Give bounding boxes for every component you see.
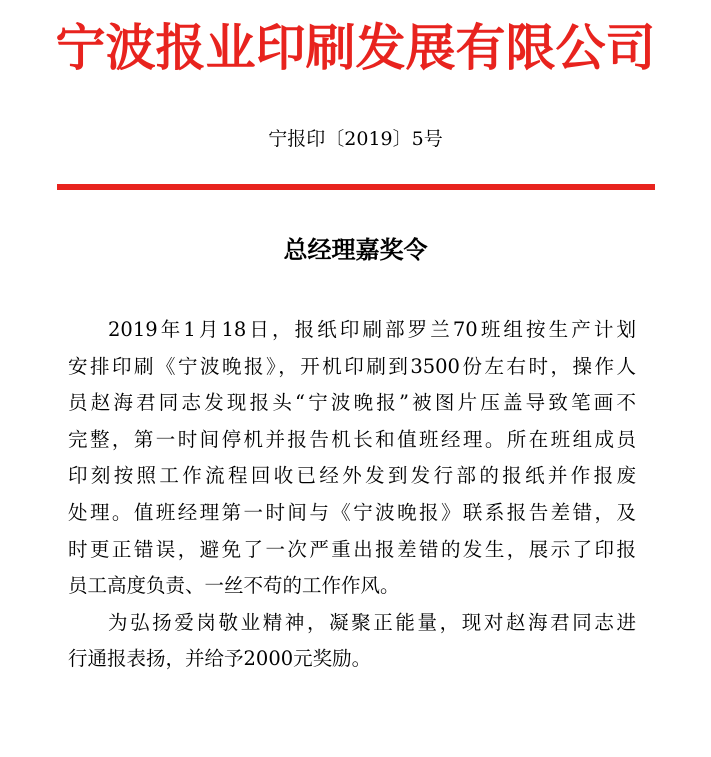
paragraph-line: 员赵海君同志发现报头“宁波晚报”被图片压盖导致笔画不 bbox=[68, 391, 636, 415]
company-name-header: 宁波报业印刷发展有限公司 bbox=[55, 18, 656, 77]
document-title: 总经理嘉奖令 bbox=[283, 235, 428, 264]
paragraph-line: 行通报表扬，并给予2000元奖励。 bbox=[68, 647, 372, 671]
paragraph-line: 安排印刷《宁波晚报》，开机印刷到3500份左右时，操作人 bbox=[68, 354, 636, 378]
paragraph-line: 完整，第一时间停机并报告机长和值班经理。所在班组成员 bbox=[68, 427, 636, 451]
paragraph-line: 2019年1月18日，报纸印刷部罗兰70班组按生产计划 bbox=[108, 318, 636, 341]
document-body bbox=[68, 312, 636, 678]
paragraph-line: 时更正错误，避免了一次严重出报差错的发生，展示了印报 bbox=[68, 537, 636, 561]
paragraph-line: 为弘扬爱岗敬业精神，凝聚正能量，现对赵海君同志进 bbox=[108, 610, 636, 634]
paragraph-1 bbox=[68, 312, 636, 605]
paragraph-line: 印刻按照工作流程回收已经外发到发行部的报纸并作报废 bbox=[68, 464, 636, 488]
red-divider-line bbox=[57, 184, 655, 190]
paragraph-line: 员工高度负责、一丝不苟的工作作风。 bbox=[68, 574, 400, 598]
paragraph-line: 处理。值班经理第一时间与《宁波晚报》联系报告差错，及 bbox=[68, 500, 636, 524]
document-number: 宁报印〔2019〕5号 bbox=[268, 128, 443, 150]
paragraph-2 bbox=[68, 605, 636, 678]
